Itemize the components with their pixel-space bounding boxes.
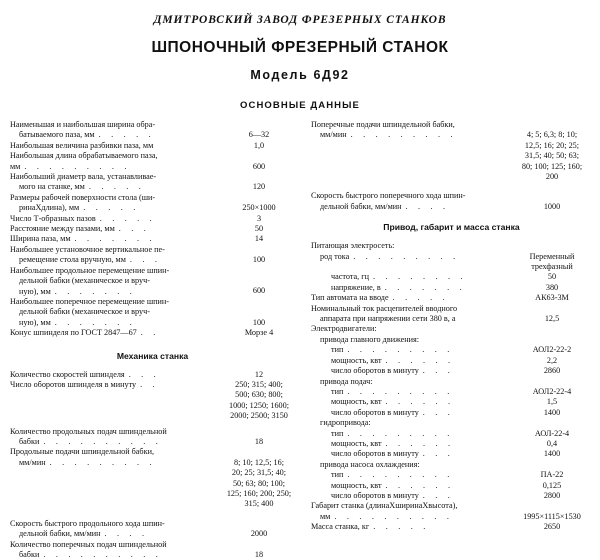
leader-dots: . . . . . . . . . . [334,511,454,521]
spec-value: 1000; 1250; 1600; [228,400,290,410]
spec-label-line: мощность, квт [331,480,382,490]
spec-value: 20; 25; 31,5; 40; [231,468,287,478]
spec-value: АОЛ2-22-2 [532,345,572,355]
leader-dots: . . . . . . . . . [347,470,454,480]
spec-label-line: Наибольший диаметр вала, устанавливае- [10,172,157,182]
spec-label-line: мощность, квт [331,355,382,365]
spec-value: АОЛ2-22-4 [532,386,572,396]
spec-column-left [10,120,301,560]
spec-value: 1400 [543,407,561,417]
spec-row [311,191,592,212]
leader-dots: . . [140,328,160,338]
spec-value: 2,2 [546,355,558,365]
spec-label-line: привода насоса охлаждения: [320,459,420,469]
spec-label-line: Поперечные подачи шпиндельной бабки, [311,120,455,129]
spec-value: 12,5 [544,314,560,324]
spec-row [311,324,592,334]
leader-dots: . . . [128,369,160,379]
leader-dots: . . . . . . . . . [347,386,454,396]
spec-row [10,297,295,328]
spec-value: АОЛ-22-4 [534,428,570,438]
spec-value: 31,5; 40; 50; 63; [524,151,580,161]
spec-value: Морзе 4 [244,328,274,338]
spec-label-line: Наибольшее установочное вертикальное пе- [10,244,165,254]
section-heading-mechanics: Механика станка [116,350,189,361]
spec-row [10,370,295,380]
leader-dots: . . . [118,224,150,234]
spec-label-line: мм [320,511,331,521]
spec-value: ПА-22 [540,470,564,480]
spec-label-line: дельной бабки (механическое и вруч- [19,276,150,286]
spec-label-line: дельной бабки, мм/мин [320,201,402,211]
spec-label-line: Наибольшая длина обрабатываемого паза, [10,151,158,161]
spec-label-line: тип [331,428,344,438]
spec-value: 600 [252,161,266,171]
leader-dots: . . . [422,449,455,459]
spec-label-line: напряжение, в [331,282,381,292]
spec-row [311,397,592,407]
spec-value: 6—32 [248,130,270,140]
spec-value: Переменный [529,251,575,261]
leader-dots: . . . . . . . [74,234,156,244]
spec-row [10,447,295,509]
spec-value: 100 [252,255,266,265]
spec-row [311,470,592,480]
spec-columns [0,120,600,560]
spec-label-line: мм/мин [19,457,46,467]
section-heading-main-data: ОСНОВНЫЕ ДАННЫЕ [240,100,360,111]
spec-label-line: тип [331,470,344,480]
leader-dots: . . . . . [88,182,146,192]
spec-row [311,345,592,355]
spec-value: 4; 5; 6,3; 8; 10; [526,130,578,140]
spec-row [311,356,592,366]
spec-label-line: Масса станка, кг [311,522,370,532]
spec-label-line: Размеры рабочей поверхности стола (ши- [10,192,156,202]
spec-value: 2000 [250,529,268,539]
spec-label-line: число оборотов в минуту [331,449,419,459]
spec-value: 0,4 [546,438,558,448]
spec-value: 18 [254,550,264,559]
spec-label-line: Скорость быстрого продольного хода шпин- [10,518,165,528]
spec-row [311,418,592,428]
spec-value: 8; 10; 12,5; 16; [233,457,285,467]
spec-label-line: Тип автомата на вводе [311,293,389,303]
spec-row [10,540,295,560]
leader-dots: . . . . [104,529,149,539]
spec-label-line: Габарит станка (длинаХширинаХвысота), [311,501,458,511]
spec-row [311,241,592,251]
leader-dots: . . . . . . . . . . [43,550,163,560]
spec-value: трехфазный [531,262,573,272]
leader-dots: . . . . [405,201,450,211]
spec-row [10,245,295,266]
spec-label-line: мощность, квт [331,397,382,407]
leader-dots: . . . . . . [385,438,455,448]
spec-value: 380 [545,282,559,292]
spec-value: 80; 100; 125; 160; [521,161,583,171]
spec-value: 200 [545,172,559,182]
spec-row [10,141,295,151]
spec-row [311,501,592,522]
leader-dots: . . . . . . [385,355,455,365]
spec-row [10,380,295,422]
leader-dots: . . . . . . . [54,317,136,327]
leader-dots: . . . . . [99,213,156,223]
spec-row [10,266,295,297]
spec-value: 50 [254,224,264,234]
spec-value: 2800 [543,490,561,500]
spec-label-line: тип [331,386,344,396]
spec-row [10,151,295,172]
spec-value: 0,125 [542,480,562,490]
spec-label-line: Номинальный ток расцепителей вводного [311,303,458,313]
leader-dots: . . . . . [83,203,140,213]
spec-label-line: Число оборотов шпинделя в минуту [10,379,137,389]
spec-row [10,214,295,224]
section-heading-drive: Привод, габарит и масса станка [383,222,520,233]
machine-type-title: ШПОНОЧНЫЙ ФРЕЗЕРНЫЙ СТАНОК [151,39,449,56]
spec-row [311,304,592,325]
spec-value: 2000; 2500; 3150 [230,411,288,421]
spec-row [311,460,592,470]
leader-dots: . . . . . . . . . [347,345,454,355]
spec-value: 120 [252,182,266,192]
spec-row [311,408,592,418]
spec-row [311,120,592,182]
spec-label-line: Расстояние между пазами, мм [10,224,115,234]
spec-value: 125; 160; 200; 250; [226,488,292,498]
spec-label-line: Ширина паза, мм [10,234,71,244]
spec-column-right [301,120,592,533]
spec-label-line: Наибольшее поперечное перемещение шпин- [10,296,170,306]
spec-label-line: привода главного движения: [320,334,420,344]
spec-value: 1000 [543,201,561,211]
spec-value: 1400 [543,449,561,459]
spec-row [311,449,592,459]
spec-label-line: ную), мм [19,317,51,327]
model-designation: Модель 6Д92 [250,68,350,82]
spec-label-line: ринаХдлина), мм [19,203,80,213]
spec-label-line: Число Т-образных пазов [10,213,96,223]
spec-label-line: привода подач: [320,376,373,386]
spec-value: 250×1000 [242,203,276,213]
spec-label-line: аппарата при напряжении сети 380 в, а [320,314,456,324]
plant-name: ДМИТРОВСКИЙ ЗАВОД ФРЕЗЕРНЫХ СТАНКОВ [153,14,447,26]
spec-label-line: Количество скоростей шпинделя [10,369,125,379]
spec-label-line: мощность, квт [331,438,382,448]
spec-row [10,427,295,448]
datasheet-page [0,14,600,560]
spec-label-line: дельной бабки (механическое и вруч- [19,307,150,317]
leader-dots: . . . . . . . . . [353,251,460,261]
leader-dots: . . . . . . [385,480,455,490]
spec-value: 315; 400 [244,499,274,509]
spec-value: 2650 [543,522,561,532]
spec-label-line: Продольные подачи шпиндельной бабки, [10,447,154,457]
spec-value: 250; 315; 400; [235,379,283,389]
spec-label-line: ную), мм [19,286,51,296]
spec-label-line: род тока [320,251,350,261]
leader-dots: . . . [422,407,455,417]
leader-dots: . . . . . . . . . . [43,436,163,446]
leader-dots: . . . . . . . [54,286,136,296]
spec-label-line: Наибольшая величина разбивки паза, мм [10,140,154,150]
spec-label-line: гидропривода: [320,418,371,428]
spec-value: АК63-3М [535,293,569,303]
spec-label-line: Электродвигатели: [311,324,377,334]
spec-row [311,283,592,293]
spec-value: 12 [254,369,264,379]
leader-dots: . . . . . . [385,397,455,407]
spec-row [10,224,295,234]
spec-label-line: Наибольшее продольное перемещение шпин- [10,265,170,275]
spec-label-line: Питающая электросеть: [311,241,395,251]
spec-label-line: ремещение стола вручную, мм [19,255,126,265]
spec-row [311,272,592,282]
spec-row [311,429,592,439]
leader-dots: . . . . . [373,522,430,532]
spec-label-line: число оборотов в минуту [331,407,419,417]
spec-label-line: число оборотов в минуту [331,366,419,376]
spec-row [10,234,295,244]
spec-row [311,366,592,376]
spec-row [311,491,592,501]
spec-value: 50; 63; 80; 100; [232,478,286,488]
leader-dots: . . . . . . . . . [49,457,156,467]
spec-row [311,252,592,273]
spec-value: 50 [547,272,557,282]
spec-value: 18 [254,436,264,446]
spec-label-line: мм/мин [320,130,347,140]
spec-row [10,328,295,338]
leader-dots: . . . . . . . . [373,272,467,282]
spec-row [311,481,592,491]
leader-dots: . . . . . . . [384,282,466,292]
leader-dots: . . . [129,255,162,265]
spec-label-line: Скорость быстрого поперечного хода шпин- [311,191,466,201]
spec-value: 3 [256,213,262,223]
spec-label-line: частота, гц [331,272,369,282]
spec-row [311,377,592,387]
leader-dots: . . [140,379,159,389]
spec-label-line: Количество продольных подач шпиндельной [10,426,167,436]
spec-label-line: бабки [19,436,40,446]
spec-label-line: Наименьшая и наибольшая ширина обра- [10,120,156,129]
spec-label-line: бабки [19,550,40,560]
spec-row [10,172,295,193]
spec-label-line: батываемого паза, мм [19,130,95,140]
spec-label-line: Количество поперечных подач шпиндельной [10,539,167,549]
spec-row [311,293,592,303]
spec-value: 600 [252,286,266,296]
spec-value: 2860 [543,366,561,376]
leader-dots: . . . . . [98,130,155,140]
spec-value: 100 [252,317,266,327]
leader-dots: . . . . . . . . . [24,161,131,171]
leader-dots: . . . [422,366,455,376]
spec-label-line: число оборотов в минуту [331,490,419,500]
spec-value: 1,5 [546,397,558,407]
spec-value: 1995×1115×1530 [523,511,581,521]
spec-row [10,193,295,214]
spec-label-line: тип [331,345,344,355]
leader-dots: . . . . . . . . . [347,428,454,438]
spec-row [311,387,592,397]
spec-row [10,120,295,141]
leader-dots: . . . . . [392,293,449,303]
spec-value: 14 [254,234,264,244]
spec-row [311,335,592,345]
leader-dots: . . . [422,490,455,500]
spec-value: 1,0 [253,140,265,150]
spec-label-line: мого на станке, мм [19,182,85,192]
spec-value: 500; 630; 800; [235,390,283,400]
spec-row [311,439,592,449]
spec-value: 12,5; 16; 20; 25; [524,140,580,150]
spec-label-line: мм [10,161,21,171]
leader-dots: . . . . . . . . . [350,130,457,140]
spec-label-line: дельной бабки, мм/мин [19,529,101,539]
spec-row [311,522,592,532]
spec-label-line: Конус шпинделя по ГОСТ 2847—67 [10,328,137,338]
